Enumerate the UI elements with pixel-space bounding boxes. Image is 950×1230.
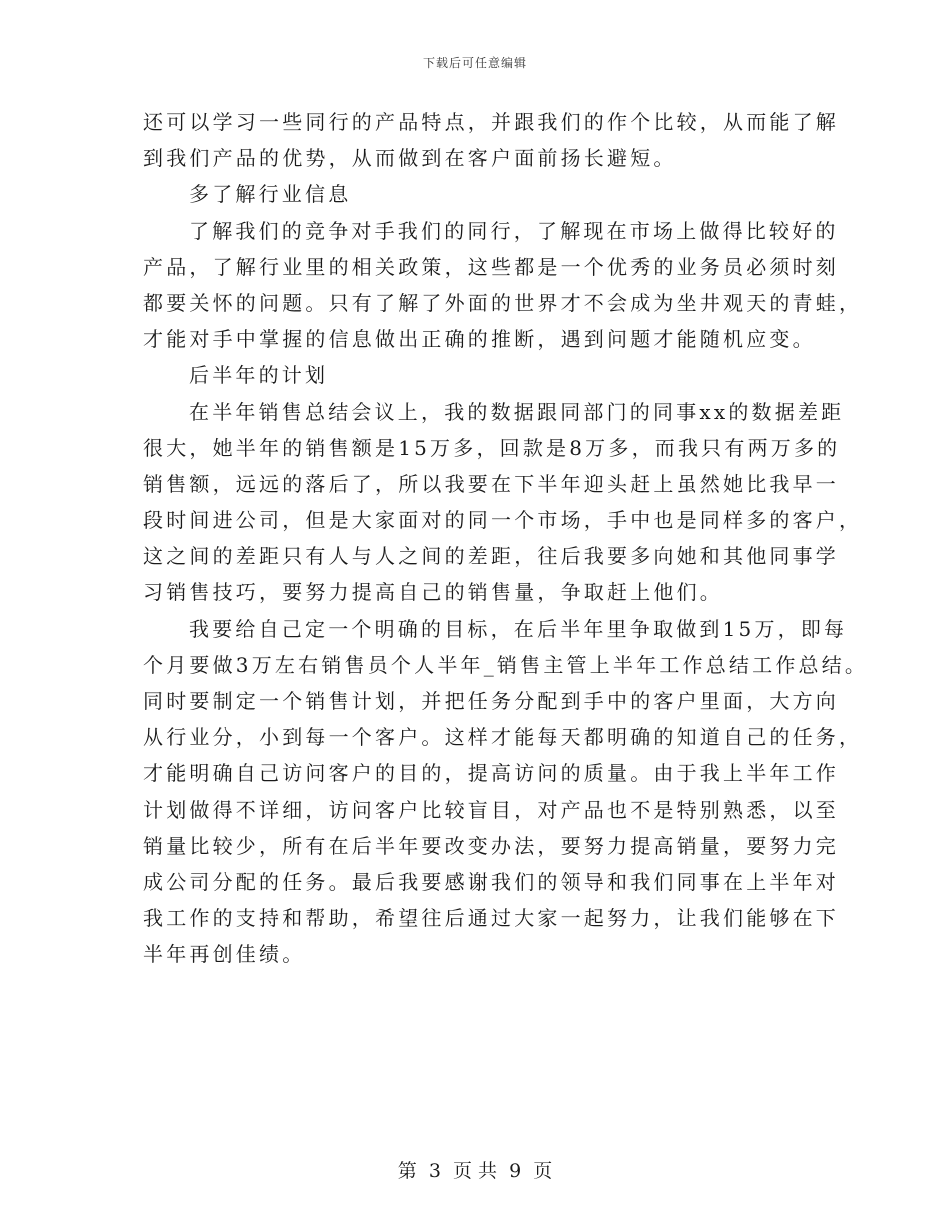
text-line: 都要关怀的问题。只有了解了外面的世界才不会成为坐井观天的青蛙， [143,290,863,315]
document-body [143,104,869,973]
text-line: 个月要做3万左右销售员个人半年_销售主管上半年工作总结工作总结。 [143,652,869,677]
text-line: 才能对手中掌握的信息做出正确的推断，遇到问题才能随机应变。 [143,327,816,352]
section-heading: 后半年的计划 [189,363,329,388]
text-line: 了解我们的竞争对手我们的同行，了解现在市场上做得比较好的 [189,218,839,243]
total-page-count: 9 [509,1160,522,1182]
text-line: 很大，她半年的销售额是15万多，回款是8万多，而我只有两万多的 [143,435,841,460]
current-page-number: 3 [428,1160,441,1182]
text-line: 我要给自己定一个明确的目标，在后半年里争取做到15万，即每 [189,616,848,641]
page-footer [0,1156,950,1183]
text-line: 这之间的差距只有人与人之间的差距，往后我要多向她和其他同事学 [143,544,839,569]
page-header-note: 下载后可任意编辑 [422,56,527,70]
page-footer-suffix: 页 [533,1160,553,1182]
page-footer-prefix: 第 [397,1160,417,1182]
text-line: 销量比较少，所有在后半年要改变办法，要努力提高销量，要努力完 [143,833,839,858]
text-line: 半年再创佳绩。 [143,942,306,967]
text-line: 在半年销售总结会议上，我的数据跟同部门的同事xx的数据差距 [189,399,845,424]
section-heading: 多了解行业信息 [189,182,352,207]
text-line: 还可以学习一些同行的产品特点，并跟我们的作个比较，从而能了解 [143,110,839,134]
text-line: 我工作的支持和帮助，希望往后通过大家一起努力，让我们能够在下 [143,906,839,931]
text-line: 同时要制定一个销售计划，并把任务分配到手中的客户里面，大方向 [143,689,839,713]
page-footer-middle: 页 共 [452,1160,498,1182]
text-line: 成公司分配的任务。最后我要感谢我们的领导和我们同事在上半年对 [143,869,839,894]
text-line: 从行业分，小到每一个客户。这样才能每天都明确的知道自己的任务， [143,725,863,750]
text-line: 产品，了解行业里的相关政策，这些都是一个优秀的业务员必须时刻 [143,254,839,279]
text-line: 计划做得不详细，访问客户比较盲目，对产品也不是特别熟悉，以至 [143,797,839,822]
text-line: 到我们产品的优势，从而做到在客户面前扬长避短。 [143,146,677,171]
text-line: 销售额，远远的落后了，所以我要在下半年迎头赶上虽然她比我早一 [143,471,839,496]
text-line: 段时间进公司，但是大家面对的同一个市场，手中也是同样多的客户， [143,508,863,533]
text-line: 习销售技巧，要努力提高自己的销售量，争取赶上他们。 [143,580,723,605]
text-line: 才能明确自己访问客户的目的，提高访问的质量。由于我上半年工作 [143,761,839,786]
